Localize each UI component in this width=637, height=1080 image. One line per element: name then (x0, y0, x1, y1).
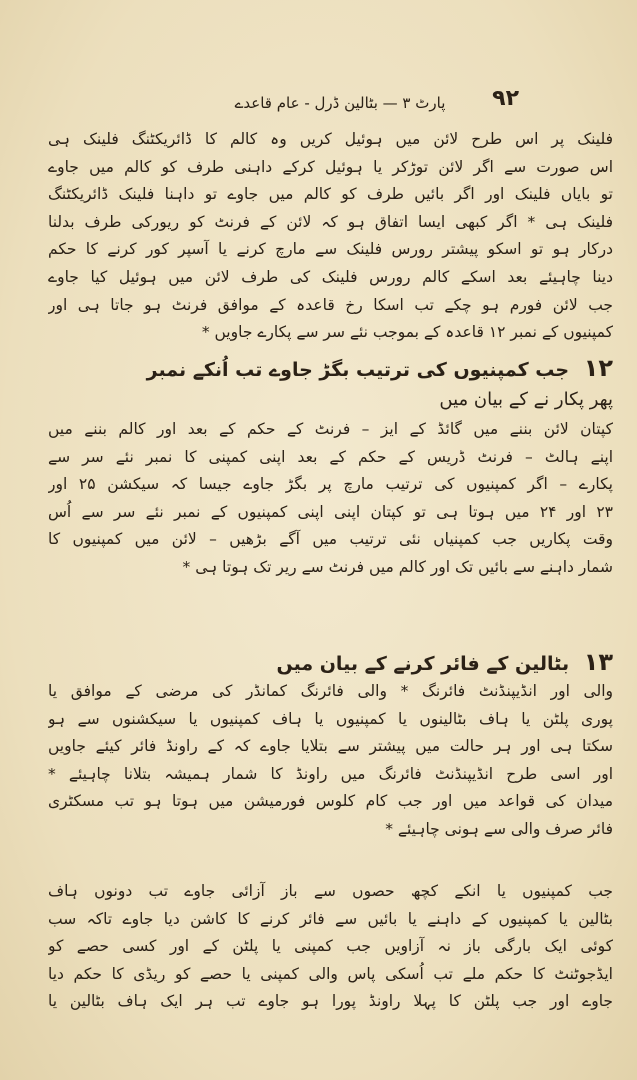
text-line: فلینک پر اس طرح لائن میں ہوئیل کریں وہ کالم کا ڈائریکٹنگ فلینک ہی (48, 130, 613, 148)
text-line: پوری پلٹن یا ہاف بٹالینوں یا کمپنیوں یا ہاف کمپنیوں یا سیکشنوں سے ہو (48, 709, 613, 728)
section-12 (48, 352, 613, 582)
text-line: ایڈجوٹنٹ کا حکم ملے تب اُسکی پاس والی کمپنی یا حصے کو ریڈی کا حکم دیا (48, 964, 613, 983)
text-line: درکار ہو تو اسکو پیشتر رورس فلینک سے مارچ کرنے یا آسپر کور کرنے کا حکم (48, 240, 613, 259)
section-title: بٹالین کے فائر کرنے کے بیان میں (276, 653, 570, 675)
paragraph-block-4 (48, 878, 613, 1016)
text-line: اس صورت سے اگر لائن توڑکر یا ہوئیل کرکے داہنی طرف کو کالم میں جاوے (48, 157, 613, 176)
section-title: جب کمپنیوں کی ترتیب بگڑ جاوے تب اُنکے نمبر (146, 359, 570, 381)
text-line: جب کمپنیوں یا انکے کچھ حصوں سے باز آزائی جاوے تب دونوں ہاف (48, 882, 613, 900)
section-13 (48, 646, 613, 844)
text-line: شمار داہنے سے بائیں تک اور کالم میں فرنٹ سے ریر تک ہوتا ہی * (182, 557, 613, 576)
running-title: پارٹ ۳ — بٹالین ڈرل - عام قاعدے (234, 94, 446, 112)
text-line: اور اسی طرح انڈیپنڈنٹ فائرنگ میں راونڈ کا شمار ہمیشہ بتلانا چاہیئے * (48, 764, 613, 783)
section-number: ۱۳ (583, 648, 613, 676)
section-heading (48, 646, 613, 678)
text-line: جب لائن فورم ہو چکے تب اسکا رخ قاعدہ کے موافق فرنٹ ہو جاتا ہی اور (48, 295, 613, 314)
text-line: سکتا ہی اور ہر حالت میں پیشتر سے بتلایا جاوے کہ کے راونڈ فائر کیئے جاویں (48, 737, 613, 756)
text-line: کوئی ایک بارگی باز نہ آزاویں جب کمپنی یا پلٹن کے اور کسی حصے کو (48, 937, 613, 956)
text-line: کمپنیوں کے نمبر ۱۲ قاعدہ کے بموجب نئے سر سے پکارے جاویں * (201, 323, 613, 342)
text-line: کپتان لائن بننے میں گائڈ کے ایز – فرنٹ کے حکم کے بعد اور کالم بننے میں (48, 420, 613, 438)
text-line: بٹالین یا کمپنیوں کے داہنے یا بائیں سے فائر کرنے کا کاشن دیا جاوے تاکہ سب (48, 909, 613, 928)
text-line: ۲۳ اور ۲۴ میں ہوتا ہی تو کپتان اپنی اپنی کمپنیوں کے نمبر نئے سر سے اُس (48, 502, 613, 521)
text-line: دینا چاہیئے بعد اسکے کالم رورس فلینک کی طرف لائن میں ہوئیل کیا جاوے (48, 267, 613, 286)
page-number: ۹۲ (492, 86, 519, 111)
text-line: فائر صرف والی سے ہونی چاہیئے * (385, 819, 613, 838)
text-line: فلینک ہی * اگر کبھی ایسا اتفاق ہو کہ لائن کے فرنٹ کو ریورکی طرف بدلنا (48, 212, 613, 231)
text-line: اپنے ہالٹ – فرنٹ ڈریس کے حکم کے بعد اپنی کمپنی کا نمبر نئے سر سے (48, 447, 613, 466)
text-line: والی اور انڈیپنڈنٹ فائرنگ * والی فائرنگ کمانڈر کی مرضی کے موافق یا (48, 682, 613, 700)
text-line: میدان کی قواعد میں اور جب کام کلوس فورمیشن میں ہوتا ہو تب مسکٹری (48, 792, 613, 811)
text-line: تو بایاں فلینک اور اگر بائیں طرف کو کالم میں جاوے تو داہنا فلینک ڈائریکٹنگ (48, 185, 613, 204)
section-title-continued: پھر پکار نے کے بیان میں (439, 389, 613, 410)
section-number: ۱۲ (583, 354, 613, 382)
paragraph-block-1 (48, 126, 613, 347)
section-heading (48, 352, 613, 384)
text-line: پکارے – اگر کمپنیوں کی ترتیب مارچ پر بگڑ جاوے جیسا کہ سیکشن ۲۵ اور (48, 475, 613, 494)
text-line: جاوے اور جب پلٹن کا پہلا راونڈ پورا ہو جاوے تب ہر ایک ہاف بٹالین یا (48, 992, 613, 1011)
text-line: وقت پکاریں جب کمپنیاں نئی ترتیب میں آگے بڑھیں – لائن میں کمپنیوں کا (48, 530, 613, 549)
